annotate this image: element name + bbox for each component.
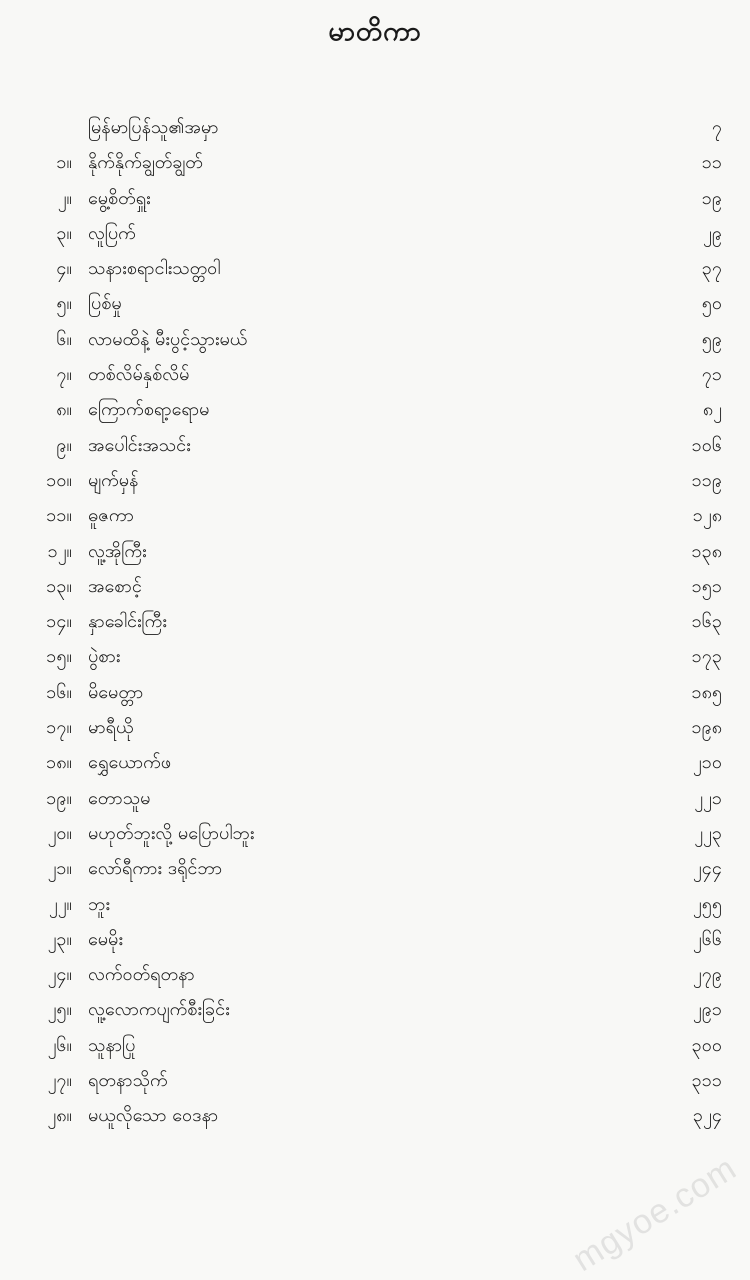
entry-title: ဘူး [88,893,110,915]
toc-entry [0,922,750,957]
entry-title: ရတနာသိုက် [88,1070,168,1092]
entry-number: ၂၇။ [47,1070,72,1092]
entry-page: ၁၀၆ [691,434,722,456]
entry-page: ၂၄၄ [692,858,722,880]
entry-title: မဟုတ်ဘူးလို့ မပြောပါဘူး [88,822,255,844]
entry-number: ၁၄။ [46,611,72,633]
toc-entry [0,569,750,604]
entry-number: ၂၁။ [47,858,72,880]
toc-entry [0,957,750,992]
entry-page: ၁၃၈ [691,540,722,562]
entry-title: လူပြက် [88,222,136,244]
entry-title: မယူလိုသော ဝေဒနာ [88,1105,219,1127]
toc-entry [0,251,750,286]
entry-page: ၁၈၅ [691,681,722,703]
toc-entry [0,851,750,886]
entry-number: ၈။ [56,399,72,421]
entry-page: ၂၉၁ [692,999,722,1021]
entry-title: လူ့လောကပျက်စီးခြင်း [88,999,230,1021]
entry-number: ၁၆။ [46,681,72,703]
entry-page: ၈၂ [702,399,722,421]
toc-entry [0,675,750,710]
entry-title: နှာခေါင်းကြီး [88,611,167,633]
entry-number: ၂၃။ [47,928,72,950]
toc-entry [0,1098,750,1133]
toc-entry [0,992,750,1027]
toc-entry [0,781,750,816]
entry-page: ၁၉၈ [691,717,722,739]
entry-title: မေမိုး [88,928,123,950]
entry-title: လက်ဝတ်ရတနာ [88,964,195,986]
toc-entry [0,498,750,533]
entry-page: ၁၁၉ [691,469,722,491]
entry-number: ၁၉။ [46,787,72,809]
entry-page: ၁၆၃ [691,611,722,633]
entry-page: ၂၇၉ [692,964,722,986]
entry-title: ရွှေယောက်ဖ [88,752,172,774]
entry-number: ၂၀။ [47,822,72,844]
toc-entry [0,322,750,357]
entry-page: ၁၅၁ [691,575,722,597]
entry-number: ၆။ [56,328,72,350]
entry-number: ၁၂။ [47,540,72,562]
entry-page: ၁၇၃ [691,646,722,668]
entry-page: ၂၁၀ [692,752,722,774]
entry-title: ဓူဇကာ [88,505,134,527]
toc-entry [0,110,750,145]
entry-page: ၃၀၀ [691,1034,722,1056]
watermark: mgyoe.com [566,1148,744,1280]
toc-entry [0,428,750,463]
entry-title: မိမေတ္တာ [88,681,144,703]
toc-entry [0,1063,750,1098]
entry-number: ၂၂။ [48,893,72,915]
entry-title: မာရီယို [88,717,134,739]
toc-entry [0,1028,750,1063]
entry-page: ၃၂၄ [692,1105,722,1127]
toc-entry [0,745,750,780]
entry-number: ၇။ [56,364,72,386]
entry-page: ၁၁ [701,152,722,174]
entry-page: ၂၉ [703,222,722,244]
page-title: မာတိကာ [328,16,422,47]
entry-page: ၃၇ [701,258,722,280]
entry-title: သူနာပြု [88,1034,136,1056]
entry-number: ၉။ [56,434,72,456]
entry-title: လူ့အိုကြီး [88,540,147,562]
entry-number: ၁၃။ [46,575,72,597]
toc-entry [0,145,750,180]
entry-title: နိုက်နိုက်ချွတ်ချွတ် [88,152,203,174]
toc-entry [0,887,750,922]
entry-number: ၂၆။ [47,1034,72,1056]
entry-page: ၂၂၁ [694,787,722,809]
entry-title: လော်ရီကား ဒရိုင်ဘာ [88,858,223,880]
entry-number: ၂။ [57,187,72,209]
entry-number: ၁။ [56,152,72,174]
entry-title: ပြစ်မှု [88,293,122,315]
entry-title: ပွဲစား [88,646,121,668]
entry-title: မျက်မှန် [88,469,139,491]
toc-entry [0,604,750,639]
entry-page: ၂၂၃ [694,822,722,844]
entry-page: ၁၂၈ [692,505,722,527]
entry-title: မွေ့စိတ်ရှူး [88,187,151,209]
entry-number: ၁၀။ [46,469,72,491]
entry-page: ၃၁၁ [691,1070,722,1092]
entry-page: ၇ [711,117,722,138]
entry-title: အစောင့် [88,575,142,597]
entry-number: ၅။ [56,293,72,315]
entry-number: ၃။ [56,222,72,244]
toc-entry [0,216,750,251]
entry-page: ၁၉ [701,187,722,209]
entry-page: ၂၅၅ [692,893,722,915]
entry-title: အပေါင်းအသင်း [88,434,191,456]
entry-title: တစ်လိမ်နှစ်လိမ် [88,364,190,386]
entry-number: ၂၅။ [47,999,72,1021]
entry-number: ၁၅။ [46,646,72,668]
entry-number: ၁၈။ [46,752,72,774]
table-of-contents [0,110,750,1134]
entry-title: မြန်မာပြန်သူ၏အမှာ [88,117,219,138]
entry-page: ၇၁ [701,364,722,386]
toc-entry [0,392,750,427]
entry-number: ၄။ [56,258,72,280]
toc-entry [0,463,750,498]
toc-entry [0,286,750,321]
entry-title: သနားစရာငါးသတ္တဝါ [88,258,221,280]
toc-entry [0,181,750,216]
toc-entry [0,816,750,851]
toc-entry [0,710,750,745]
entry-page: ၅၉ [701,328,722,350]
entry-title: တောသူမ [88,787,151,809]
toc-entry [0,534,750,569]
entry-page: ၂၆၆ [692,928,722,950]
entry-page: ၅၀ [701,293,722,315]
toc-entry [0,357,750,392]
entry-number: ၂၈။ [47,1105,72,1127]
entry-number: ၂၄။ [47,964,72,986]
entry-number: ၁၁။ [46,505,72,527]
entry-title: ကြောက်စရာ့ရောမ [88,399,210,421]
entry-title: လာမထိနဲ့ မီးပွင့်သွားမယ် [88,328,248,350]
toc-entry [0,639,750,674]
entry-number: ၁၇။ [46,717,72,739]
